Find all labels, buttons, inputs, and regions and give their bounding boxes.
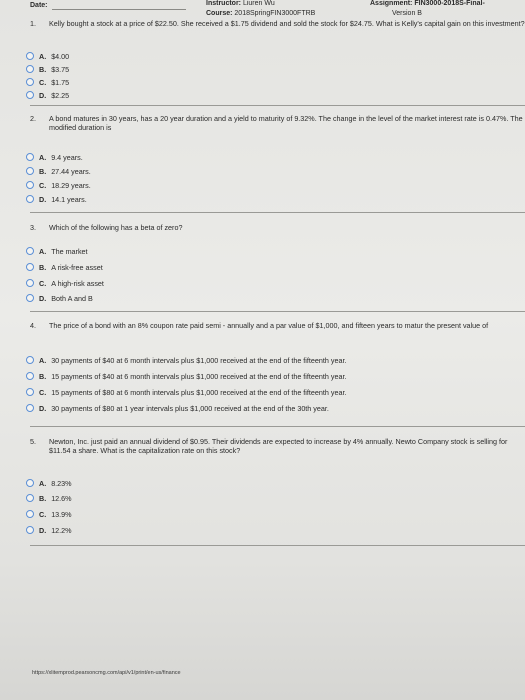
radio-icon[interactable]	[26, 263, 34, 271]
q5-option-a[interactable]: A. 8.23%	[26, 478, 72, 488]
separator	[30, 105, 525, 106]
radio-icon[interactable]	[26, 247, 34, 255]
q4-option-b[interactable]: B. 15 payments of $40 at 6 month intervals plus $1,000 received at the end of the fifteenth year.	[26, 371, 346, 381]
radio-icon[interactable]	[26, 510, 34, 518]
q5-option-b[interactable]: B. 12.6%	[26, 493, 72, 503]
q1-option-d[interactable]: D. $2.25	[26, 90, 69, 100]
radio-icon[interactable]	[26, 372, 34, 380]
worksheet-page: Date: Instructor: Liuren Wu Course: 2018SpringFIN3000FTRB Assignment: FIN3000-2018S-Final- Version B 1. Kelly bought a stock at a price of $22.50. She received a $1.75 dividend and sold the stock for $24.75. What is Kelly's capital gain on this investment? A. $4.00 B. $3.75 C. $1.75 D. $2.25 2. A bond matures in 30 years, has a 20 year duration and a yield to maturity of 9.32%. The change in the level of the market interest rate is 0.47%. The modified duration is A. 9.4 years. B. 27.44 years. C. 18.29 years. D. 14.1 years. 3. Which of the following has a beta of zero? A. The market B. A risk-free asset C. A high-risk asset D. Both A and B 4. The price of a bond with an 8% coupon rate paid semi - annually and a par value of $1,000, and fifteen years to matur the present value of A. 30 payments of $40 at 6 month intervals plus $1,000 received at the end of the fifteenth year. B. 15 payments of $40 at 6 month intervals plus $1,000 received at the end of the fifteenth year. C. 15 payments of $80 at 6 month intervals plus $1,000 received at the end of the fifteenth year. D. 30 payments of $80 at 1 year intervals plus $1,000 received at the end of the 30th year. 5. Newton, Inc. just paid an annual dividend of $0.95. Their dividends are expected to increase by 4% annually. Newto Company stock is selling for $11.54 a share. What is the capitalization rate on this stock? A. 8.23% B. 12.6% C. 13.9% D. 12.2% https://xlitemprod.pearsoncmg.com/api/v1/print/en-us/finance	[0, 0, 525, 700]
q2-option-b[interactable]: B. 27.44 years.	[26, 166, 91, 176]
radio-icon[interactable]	[26, 153, 34, 161]
separator	[30, 426, 525, 427]
separator	[30, 545, 525, 546]
radio-icon[interactable]	[26, 78, 34, 86]
radio-icon[interactable]	[26, 526, 34, 534]
q1-option-b[interactable]: B. $3.75	[26, 64, 69, 74]
q4-option-d[interactable]: D. 30 payments of $80 at 1 year intervals plus $1,000 received at the end of the 30th year.	[26, 403, 329, 413]
radio-icon[interactable]	[26, 91, 34, 99]
q1-option-c[interactable]: C. $1.75	[26, 77, 69, 87]
radio-icon[interactable]	[26, 388, 34, 396]
radio-icon[interactable]	[26, 181, 34, 189]
question-2-text: A bond matures in 30 years, has a 20 year duration and a yield to maturity of 9.32%. The change in the level of the market interest rate is 0.47%. The modified duration is	[49, 114, 523, 132]
q2-option-a[interactable]: A. 9.4 years.	[26, 152, 83, 162]
q1-option-a[interactable]: A. $4.00	[26, 51, 69, 61]
q4-option-a[interactable]: A. 30 payments of $40 at 6 month intervals plus $1,000 received at the end of the fifteenth year.	[26, 355, 346, 365]
assignment: Assignment: FIN3000-2018S-Final-	[370, 0, 485, 7]
q2-option-d[interactable]: D. 14.1 years.	[26, 194, 87, 204]
radio-icon[interactable]	[26, 356, 34, 364]
radio-icon[interactable]	[26, 195, 34, 203]
q3-option-d[interactable]: D. Both A and B	[26, 293, 93, 303]
q3-option-a[interactable]: A. The market	[26, 246, 88, 256]
question-5-text: Newton, Inc. just paid an annual dividend of $0.95. Their dividends are expected to increase by 4% annually. Newto Company stock is selling for $11.54 a share. What is the capitalization rate on this stock?	[49, 437, 508, 455]
q5-option-c[interactable]: C. 13.9%	[26, 509, 72, 519]
q4-option-c[interactable]: C. 15 payments of $80 at 6 month intervals plus $1,000 received at the end of the fifteenth year.	[26, 387, 346, 397]
instructor: Instructor: Liuren Wu	[206, 0, 275, 7]
radio-icon[interactable]	[26, 52, 34, 60]
date-line	[52, 9, 186, 10]
q3-option-c[interactable]: C. A high-risk asset	[26, 278, 104, 288]
question-1-text: Kelly bought a stock at a price of $22.50. She received a $1.75 dividend and sold the stock for $24.75. What is Kelly's capital gain on this investment?	[49, 19, 525, 28]
radio-icon[interactable]	[26, 167, 34, 175]
question-3-text: Which of the following has a beta of zero?	[49, 223, 183, 232]
radio-icon[interactable]	[26, 294, 34, 302]
separator	[30, 311, 525, 312]
q2-option-c[interactable]: C. 18.29 years.	[26, 180, 91, 190]
course: Course: 2018SpringFIN3000FTRB	[206, 10, 316, 17]
radio-icon[interactable]	[26, 65, 34, 73]
radio-icon[interactable]	[26, 479, 34, 487]
radio-icon[interactable]	[26, 404, 34, 412]
radio-icon[interactable]	[26, 279, 34, 287]
radio-icon[interactable]	[26, 494, 34, 502]
q5-option-d[interactable]: D. 12.2%	[26, 525, 72, 535]
q3-option-b[interactable]: B. A risk-free asset	[26, 262, 103, 272]
footer-url[interactable]: https://xlitemprod.pearsoncmg.com/api/v1/print/en-us/finance	[32, 670, 181, 676]
question-4-text: The price of a bond with an 8% coupon rate paid semi - annually and a par value of $1,000, and fifteen years to matur the present value of	[49, 321, 489, 330]
date-label: Date:	[30, 2, 48, 9]
version-label: Version B	[392, 10, 422, 17]
separator	[30, 212, 525, 213]
